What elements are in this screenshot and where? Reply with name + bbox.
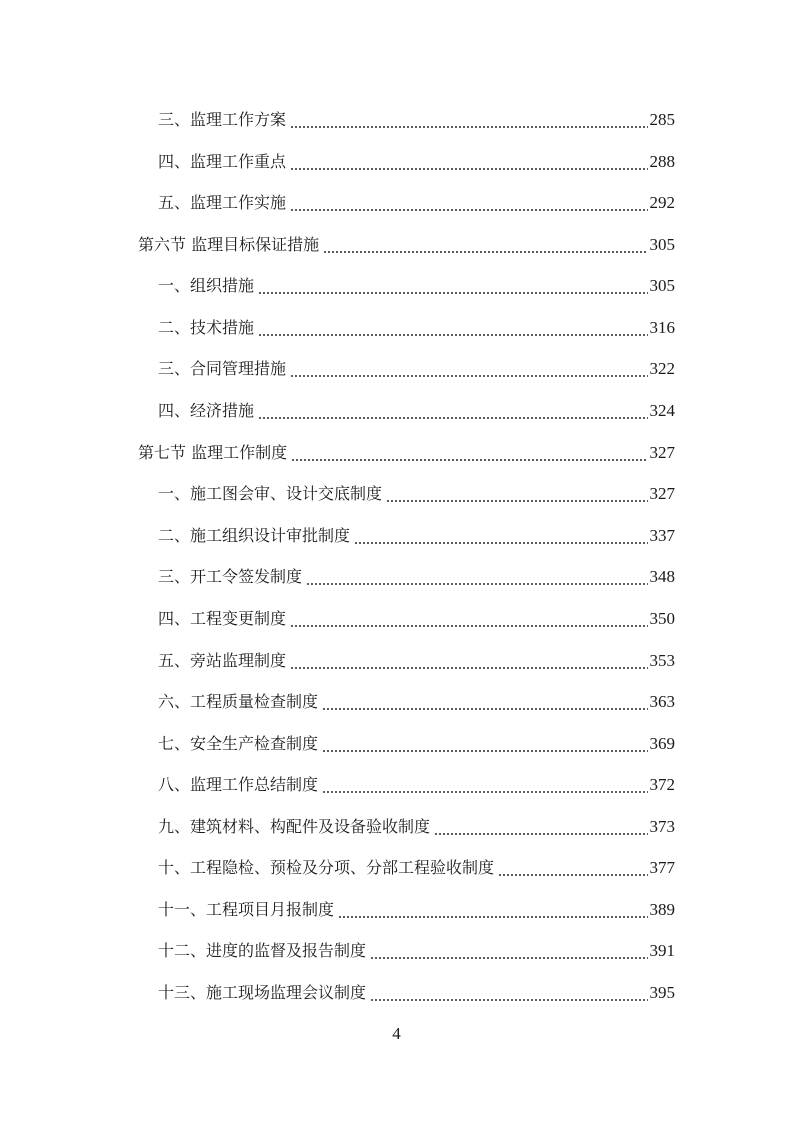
toc-entry[interactable]: [158, 977, 675, 1003]
toc-entry[interactable]: [158, 478, 675, 504]
toc-entry-page: 353: [649, 651, 675, 670]
toc-entry[interactable]: [158, 395, 675, 421]
toc-entry-page: 305: [649, 235, 675, 254]
toc-entry[interactable]: [158, 852, 675, 878]
toc-entry-page: 324: [649, 401, 675, 420]
toc-entry[interactable]: [158, 353, 675, 379]
toc-entry-label: 七、安全生产检查制度: [158, 734, 319, 753]
toc-entry-page: 327: [649, 443, 675, 462]
toc-entry-label: 八、监理工作总结制度: [158, 775, 319, 794]
toc-entry-label: 五、监理工作实施: [158, 193, 287, 212]
toc-entry-label: 十二、进度的监督及报告制度: [158, 941, 367, 960]
dot-leader: [323, 235, 647, 255]
toc-entry-label: 三、开工令签发制度: [158, 567, 303, 586]
toc-entry-page: 363: [649, 692, 675, 711]
dot-leader: [291, 443, 647, 463]
toc-entry-page: 350: [649, 609, 675, 628]
dot-leader: [354, 526, 647, 546]
toc-entry-page: 322: [649, 359, 675, 378]
toc-entry-label: 四、经济措施: [158, 401, 255, 420]
toc-entry-page: 389: [649, 900, 675, 919]
toc-entry[interactable]: [158, 520, 675, 546]
toc-entry[interactable]: [158, 561, 675, 587]
toc-section-entry[interactable]: [138, 437, 675, 463]
toc-entry-page: 337: [649, 526, 675, 545]
toc-entry-label: 三、合同管理措施: [158, 359, 287, 378]
toc-entry[interactable]: [158, 686, 675, 712]
toc-entry-page: 391: [649, 941, 675, 960]
toc-entry-page: 348: [649, 567, 675, 586]
toc-entry-page: 288: [649, 152, 675, 171]
toc-entry[interactable]: [158, 312, 675, 338]
toc-entry-label: 三、监理工作方案: [158, 110, 287, 129]
dot-leader: [258, 401, 647, 421]
dot-leader: [322, 734, 647, 754]
toc-entry-label: 四、监理工作重点: [158, 152, 287, 171]
toc-entry-page: 377: [649, 858, 675, 877]
dot-leader: [370, 941, 647, 961]
toc-entry[interactable]: [158, 104, 675, 130]
toc-entry-label: 九、建筑材料、构配件及设备验收制度: [158, 817, 431, 836]
dot-leader: [290, 110, 647, 130]
toc-entry-page: 369: [649, 734, 675, 753]
dot-leader: [306, 567, 647, 587]
dot-leader: [386, 484, 647, 504]
toc-entry[interactable]: [158, 728, 675, 754]
dot-leader: [322, 775, 647, 795]
toc-entry-label: 一、施工图会审、设计交底制度: [158, 484, 383, 503]
toc-entry-page: 327: [649, 484, 675, 503]
dot-leader: [290, 193, 647, 213]
toc-entry-label: 五、旁站监理制度: [158, 651, 287, 670]
toc-entry-page: 285: [649, 110, 675, 129]
dot-leader: [290, 152, 647, 172]
toc-section-entry[interactable]: [138, 229, 675, 255]
dot-leader: [498, 858, 647, 878]
toc-entry[interactable]: [158, 187, 675, 213]
dot-leader: [258, 276, 647, 296]
toc-entry[interactable]: [158, 270, 675, 296]
toc-entry[interactable]: [158, 603, 675, 629]
toc-entry[interactable]: [158, 146, 675, 172]
toc-entry-label: 四、工程变更制度: [158, 609, 287, 628]
toc-entry-label: 十三、施工现场监理会议制度: [158, 983, 367, 1002]
toc-entry-page: 316: [649, 318, 675, 337]
dot-leader: [370, 983, 647, 1003]
toc-entry-page: 372: [649, 775, 675, 794]
toc-entry[interactable]: [158, 811, 675, 837]
toc-entry[interactable]: [158, 935, 675, 961]
toc-entry-label: 十、工程隐检、预检及分项、分部工程验收制度: [158, 858, 495, 877]
toc-entry-page: 292: [649, 193, 675, 212]
toc-entry-label: 二、施工组织设计审批制度: [158, 526, 351, 545]
toc-entry-page: 305: [649, 276, 675, 295]
toc-entry-label: 一、组织措施: [158, 276, 255, 295]
dot-leader: [290, 651, 647, 671]
dot-leader: [290, 359, 647, 379]
toc-entry[interactable]: [158, 769, 675, 795]
dot-leader: [338, 900, 647, 920]
toc-entry[interactable]: [158, 645, 675, 671]
dot-leader: [434, 817, 647, 837]
toc-entry[interactable]: [158, 894, 675, 920]
toc-entry-label: 十一、工程项目月报制度: [158, 900, 335, 919]
toc-entry-label: 二、技术措施: [158, 318, 255, 337]
toc-entry-page: 395: [649, 983, 675, 1002]
toc-entry-page: 373: [649, 817, 675, 836]
toc-entry-label: 六、工程质量检查制度: [158, 692, 319, 711]
toc-entry-label: 第七节 监理工作制度: [138, 443, 288, 462]
page-number: 4: [392, 1024, 401, 1043]
toc-entry-label: 第六节 监理目标保证措施: [138, 235, 320, 254]
dot-leader: [322, 692, 647, 712]
dot-leader: [258, 318, 647, 338]
dot-leader: [290, 609, 647, 629]
